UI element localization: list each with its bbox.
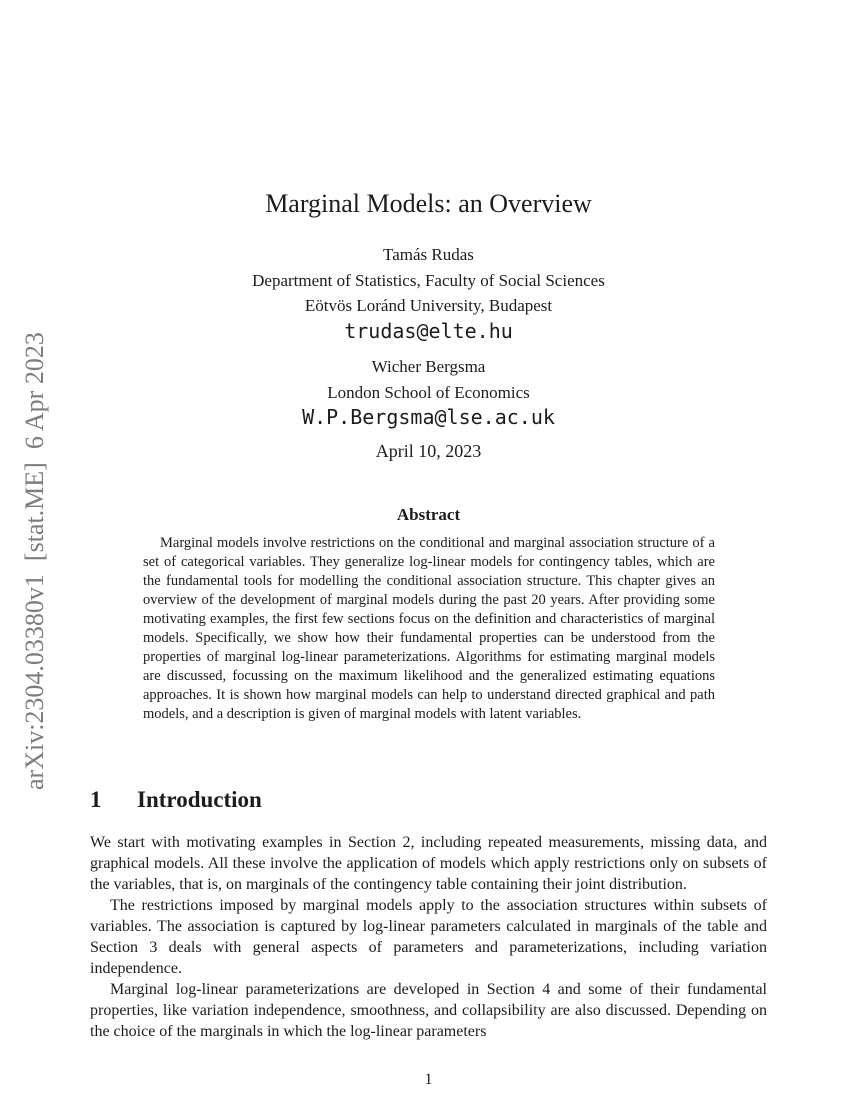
section-heading-introduction	[90, 786, 262, 814]
author1-email: trudas@elte.hu	[344, 318, 513, 343]
author1-affiliation-line1: Department of Statistics, Faculty of Social Sciences	[252, 270, 605, 290]
author1-name: Tamás Rudas	[383, 245, 474, 264]
intro-paragraph-2: The restrictions imposed by marginal models apply to the association structures within subsets of variables. The association is captured by log-linear parameters calculated in marginals of the table and Section 3 deals with general aspects of parameters and parameterizations, including variation independence.	[90, 897, 767, 977]
intro-paragraph-3: Marginal log-linear parameterizations are developed in Section 4 and some of their fundamental properties, like variation independence, smoothness, and collapsibility are also discussed. Depending on the choice of the marginals in which the log-linear parameters	[90, 981, 767, 1040]
abstract-text: Marginal models involve restrictions on the conditional and marginal association structure of a set of categorical variables. They generalize log-linear models for contingency tables, which are the fundamental tools for modelling the conditional association structure. This chapter gives an overview of the development of marginal models during the past 20 years. After providing some motivating examples, the first few sections focus on the definition and characteristics of marginal models. Specifically, we show how their fundamental properties can be understood from the properties of marginal log-linear parameterizations. Algorithms for estimating marginal models are discussed, focussing on the maximum likelihood and the generalized estimating equations approaches. It is shown how marginal models can help to understand directed graphical and path models, and a description is given of marginal models with latent variables.	[143, 535, 715, 722]
section-title: Introduction	[137, 787, 262, 812]
author2-affiliation-line1: London School of Economics	[327, 382, 530, 402]
author2-name: Wicher Bergsma	[371, 357, 486, 376]
author1-affiliation-line2: Eötvös Loránd University, Budapest	[304, 296, 553, 315]
paper-date: April 10, 2023	[375, 441, 482, 461]
section-number: 1	[90, 787, 102, 812]
arxiv-identifier-stamp: arXiv:2304.03380v1 [stat.ME] 6 Apr 2023	[20, 332, 49, 790]
intro-paragraph-1: We start with motivating examples in Section 2, including repeated measurements, missing data, and graphical models. All these involve the application of models which apply restrictions only on subsets of the variables, that is, on marginals of the contingency table containing their joint distribution.	[90, 834, 767, 893]
introduction-body	[90, 832, 767, 1042]
page-number: 1	[424, 1071, 433, 1088]
author2-email: W.P.Bergsma@lse.ac.uk	[302, 405, 555, 429]
author-block-2	[90, 354, 767, 431]
paper-title: Marginal Models: an Overview	[265, 189, 592, 218]
abstract-heading: Abstract	[396, 505, 461, 524]
author-block-1	[90, 242, 767, 344]
